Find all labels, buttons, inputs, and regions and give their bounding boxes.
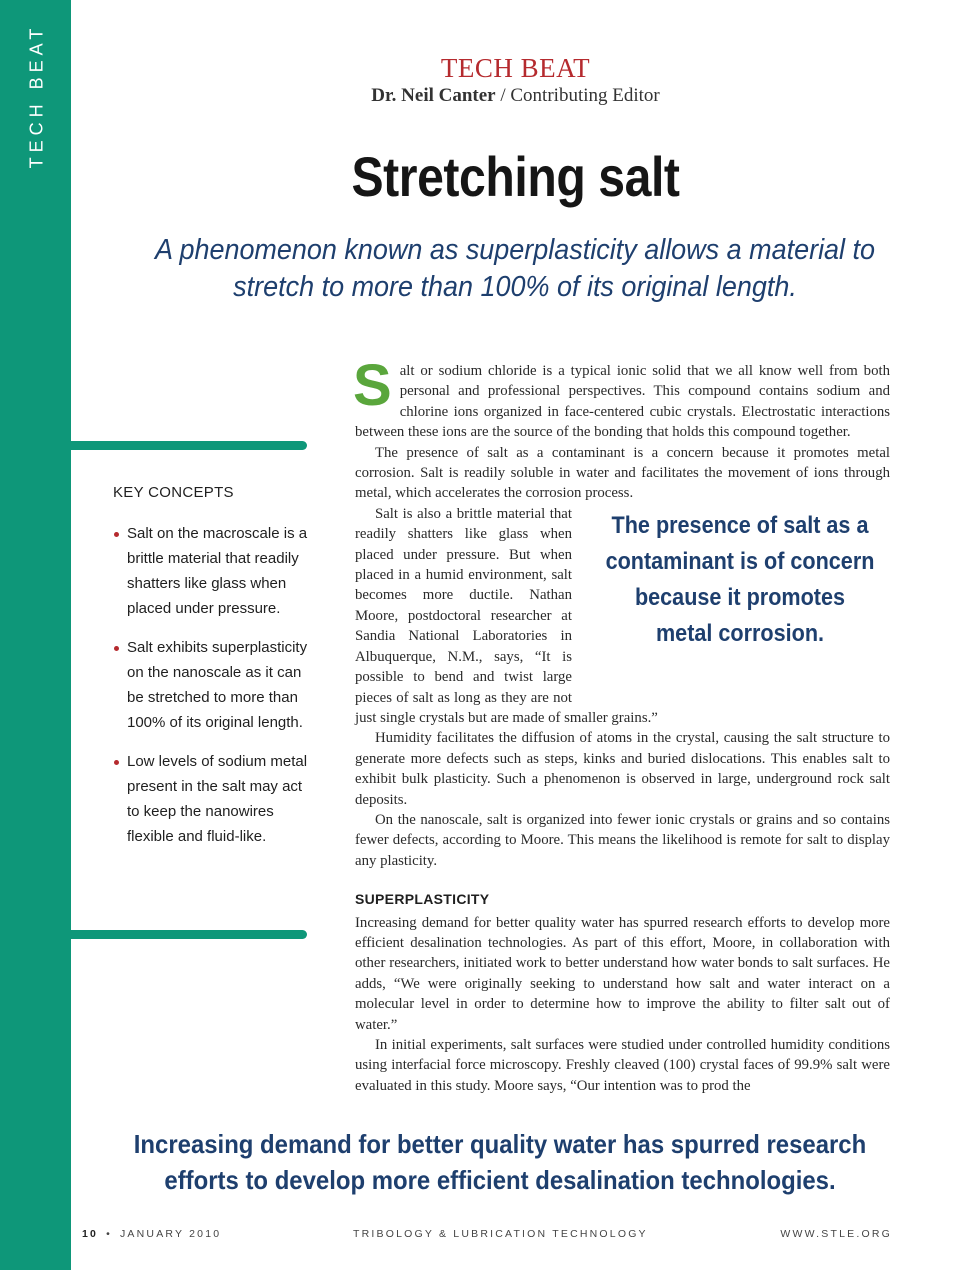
body-paragraph: In initial experiments, salt surfaces were studied under controlled humidity conditions using interfacial force microscopy. Freshly cleaved (100) crystal faces of 99.9% salt were evaluated in this study. Moore says, “Our intention was to prod the: [355, 1037, 890, 1094]
footer-folio: [82, 1228, 221, 1240]
paragraph-text: Salt is also a brittle material that readily shatters like glass when placed under pressure. But when placed in a humid environment, salt becomes more ductile. Nathan Moore, postdoctoral researcher at Sandia National Laboratories in Albuquerque, N.M., says, “It is possible to bend and twist large pieces of salt as long as they are not just single crystals but are made of smaller grains.”: [355, 505, 658, 726]
body-paragraph: The presence of salt as a contaminant is a concern because it promotes metal corrosion. Salt is readily soluble in water and facilitates the movement of ions through metal, which accelerates the corrosion process.: [355, 444, 890, 502]
footer-separator: •: [106, 1228, 112, 1240]
key-concept-item: Salt exhibits superplasticity on the nanoscale as it can be stretched to more than 100% of its original length.: [113, 635, 318, 735]
publication-name: TRIBOLOGY & LUBRICATION TECHNOLOGY: [353, 1228, 648, 1240]
pull-quote-text: The presence of salt as a contaminant is of concern because it promotes metal corrosion.: [605, 511, 875, 647]
paragraph-text: alt or sodium chloride is a typical ionic solid that we all know well from both personal and professional perspectives. This compound contains sodium and chlorine ions organized in face-centered cubic crystals. Electrostatic interactions between these ions are the source of the bonding that holds this compound together.: [355, 363, 890, 441]
bottom-pull-quote: Increasing demand for better quality water has spurred research efforts to develop more efficient desalination technologies.: [133, 1129, 867, 1195]
body-paragraph: [353, 353, 890, 443]
key-concepts-list: [113, 521, 318, 849]
sidebar-section-label: TECH BEAT: [26, 23, 47, 169]
body-paragraph: Increasing demand for better quality water has spurred research efforts to develop more efficient desalination technologies. As part of this effort, Moore, in collaboration with other researchers, initiated work to better understand how water bonds to salt surfaces. He adds, “We were originally seeking to understand how salt and water interact on a molecular level in order to determine how to improve the ability to filter salt out of water.”: [355, 914, 890, 1033]
page-number: 10: [82, 1228, 99, 1240]
key-concept-item: Salt on the macroscale is a brittle material that readily shatters like glass when placed under pressure.: [113, 521, 318, 621]
sidebar-band: [0, 0, 71, 1270]
key-concepts-top-rule: [71, 441, 307, 450]
pull-quote: [590, 508, 890, 652]
body-paragraph: [355, 504, 890, 728]
section-name: TECH BEAT: [440, 53, 591, 83]
drop-cap: S: [353, 353, 392, 418]
author-name: Dr. Neil Canter: [371, 85, 496, 106]
author-role: / Contributing Editor: [495, 85, 660, 106]
body-paragraph: On the nanoscale, salt is organized into fewer ionic crystals or grains and so contains fewer defects, according to Moore. This means the likelihood is remote for salt to display any plasticity.: [355, 811, 890, 869]
article-subtitle: A phenomenon known as superplasticity allows a material to stretch to more than 100% of its original length.: [154, 234, 876, 303]
key-concept-item: Low levels of sodium metal present in the salt may act to keep the nanowires flexible and fluid-like.: [113, 749, 318, 849]
issue-date: JANUARY 2010: [119, 1228, 222, 1240]
page-footer: [82, 1228, 892, 1242]
byline: [71, 84, 960, 108]
column-header: [71, 52, 960, 108]
key-concepts-bottom-rule: [71, 930, 307, 939]
key-concepts-box: [113, 483, 318, 863]
key-concepts-heading: KEY CONCEPTS: [113, 484, 234, 501]
article-title: Stretching salt: [351, 145, 680, 208]
section-heading: SUPERPLASTICITY: [355, 891, 490, 908]
article-body: [353, 353, 890, 1096]
body-paragraph: Humidity facilitates the diffusion of atoms in the crystal, causing the salt structure to generate more defects such as steps, kinks and buried dislocations. This enables salt to exhibit bulk plasticity. Such a phenomenon is observed in large, underground rock salt deposits.: [355, 730, 890, 808]
website-url: WWW.STLE.ORG: [780, 1228, 892, 1240]
